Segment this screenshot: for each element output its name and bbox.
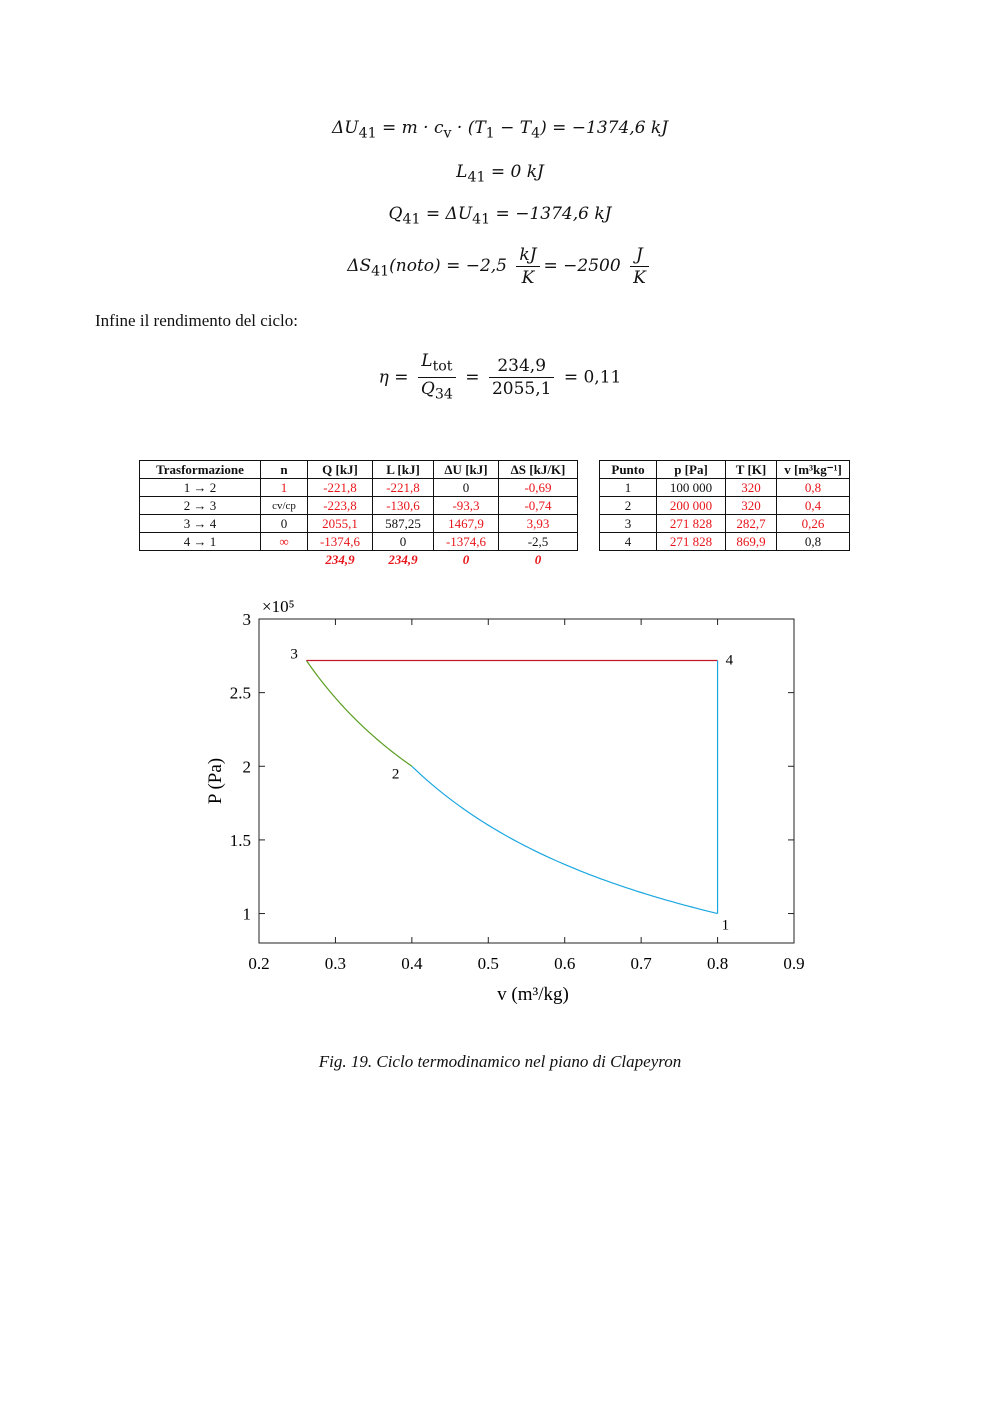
total-du: 0 — [462, 551, 470, 567]
cell: 0,8 — [777, 533, 850, 551]
x-tick-label: 0.6 — [554, 954, 576, 973]
cell: -1374,6 — [434, 533, 499, 551]
blank-cell — [261, 551, 308, 569]
cell: cv/cp — [261, 497, 308, 515]
header-l: L [kJ] — [373, 461, 434, 479]
y-axis-label: P (Pa) — [205, 757, 226, 805]
header-ds: ΔS [kJ/K] — [499, 461, 578, 479]
figure-caption: Fig. 19. Ciclo termodinamico nel piano di Clapeyron — [318, 1052, 682, 1071]
equation-eta: η = $\frac{L_{tot}}{Q_{34}}$ = $\frac{234,9}{2055,1}$ = 0,11 — [0, 350, 1000, 406]
cell: 587,25 — [373, 515, 434, 533]
clapeyron-chart — [0, 590, 1000, 1010]
cell: -0,69 — [499, 479, 578, 497]
point-label-4: 4 — [725, 652, 734, 669]
cell: 320 — [726, 497, 777, 515]
cell: -2,5 — [499, 533, 578, 551]
header-punto: Punto — [600, 461, 657, 479]
x-tick-label: 0.4 — [401, 954, 423, 973]
cell: 0,26 — [777, 515, 850, 533]
cell: 320 — [726, 479, 777, 497]
x-axis-label: v (m³/kg) — [497, 984, 569, 1005]
cell: 3,93 — [499, 515, 578, 533]
total-l: 234,9 — [388, 551, 418, 567]
fraction-234-2055: $\frac{234,9}{2055,1}$ — [489, 355, 554, 400]
equation-l41: $L_{41} = 0$ kJ — [456, 162, 544, 186]
table-row — [600, 533, 850, 551]
header-v: v [m³kg⁻¹] — [777, 461, 850, 479]
x-tick-label: 0.3 — [324, 954, 347, 973]
y-tick-label: 1.5 — [229, 830, 251, 850]
cell: 100 000 — [657, 479, 726, 497]
cell: 0 — [373, 533, 434, 551]
point-labels — [290, 646, 733, 933]
x-tick-label: 0.8 — [706, 954, 729, 973]
header-n: n — [261, 461, 308, 479]
cell: 0 — [261, 515, 308, 533]
y-tick-label: 2.5 — [229, 683, 251, 703]
cell: 3 — [600, 515, 657, 533]
axis-ticks — [230, 610, 805, 973]
cell: 1 — [600, 479, 657, 497]
table-points — [599, 460, 850, 551]
cell: 1467,9 — [434, 515, 499, 533]
equation-ds41: $\Delta S_{41}(noto) = -2,5$ $\frac{kJ}{K}$ = −2500 $\frac{J}{K}$ — [0, 244, 1000, 289]
curve-isotherm — [412, 766, 718, 913]
y-tick-label: 2 — [242, 757, 251, 777]
table-header-row — [600, 461, 850, 479]
header-q: Q [kJ] — [308, 461, 373, 479]
y-tick-label: 1 — [242, 904, 251, 924]
cell: -221,8 — [308, 479, 373, 497]
cell: 2 — [600, 497, 657, 515]
cell: 0 — [434, 479, 499, 497]
paragraph-rendimento: Infine il rendimento del ciclo: — [95, 311, 298, 330]
table-row — [140, 533, 578, 551]
cell: 4 — [600, 533, 657, 551]
table-row — [140, 479, 578, 497]
equation-du41: $\Delta U_{41} = m \cdot c_v \cdot (T_1 - T_4) = -1374,6$ kJ — [331, 118, 669, 142]
point-label-1: 1 — [721, 917, 730, 934]
cell: -130,6 — [373, 497, 434, 515]
cell: -223,8 — [308, 497, 373, 515]
cell: -221,8 — [373, 479, 434, 497]
table-row — [600, 479, 850, 497]
cell: 2055,1 — [308, 515, 373, 533]
table-transformations — [139, 460, 578, 568]
point-label-2: 2 — [391, 766, 400, 783]
cell: 3 → 4 — [140, 515, 261, 533]
table-row — [600, 515, 850, 533]
fraction-kj-k: $\frac{kJ}{K}$ — [516, 244, 539, 289]
total-q: 234,9 — [325, 551, 355, 567]
cell: 200 000 — [657, 497, 726, 515]
plot-frame — [259, 619, 794, 943]
cell: ∞ — [261, 533, 308, 551]
table-row — [140, 497, 578, 515]
fraction-j-k: $\frac{J}{K}$ — [630, 244, 649, 289]
cycle-curves — [306, 660, 717, 913]
table-header-row — [140, 461, 578, 479]
point-label-3: 3 — [290, 646, 298, 663]
x-tick-label: 0.7 — [630, 954, 652, 973]
cell: -0,74 — [499, 497, 578, 515]
table-row — [140, 515, 578, 533]
table-row — [600, 497, 850, 515]
cell: -1374,6 — [308, 533, 373, 551]
x-tick-label: 0.2 — [248, 954, 270, 973]
header-t: T [K] — [726, 461, 777, 479]
total-ds: 0 — [534, 551, 542, 567]
header-p: p [Pa] — [657, 461, 726, 479]
cell: 1 — [261, 479, 308, 497]
cell: -93,3 — [434, 497, 499, 515]
x-tick-label: 0.5 — [477, 954, 499, 973]
cell: 869,9 — [726, 533, 777, 551]
y-multiplier: ×10⁵ — [262, 597, 295, 616]
cell: 0,8 — [777, 479, 850, 497]
table-totals-row — [140, 551, 578, 569]
cell: 1 → 2 — [140, 479, 261, 497]
cell: 271 828 — [657, 515, 726, 533]
cell: 282,7 — [726, 515, 777, 533]
x-tick-label: 0.9 — [783, 954, 805, 973]
cell: 0,4 — [777, 497, 850, 515]
cell: 2 → 3 — [140, 497, 261, 515]
cell: 271 828 — [657, 533, 726, 551]
header-trasformazione: Trasformazione — [140, 461, 261, 479]
fraction-ltot-q34: $\frac{L_{tot}}{Q_{34}}$ — [418, 350, 456, 406]
cell: 4 → 1 — [140, 533, 261, 551]
y-tick-label: 3 — [242, 610, 251, 629]
curve-adiabatic — [306, 660, 411, 766]
header-du: ΔU [kJ] — [434, 461, 499, 479]
blank-cell — [140, 551, 261, 569]
equation-q41: $Q_{41} = \Delta U_{41} = -1374,6$ kJ — [388, 204, 612, 228]
